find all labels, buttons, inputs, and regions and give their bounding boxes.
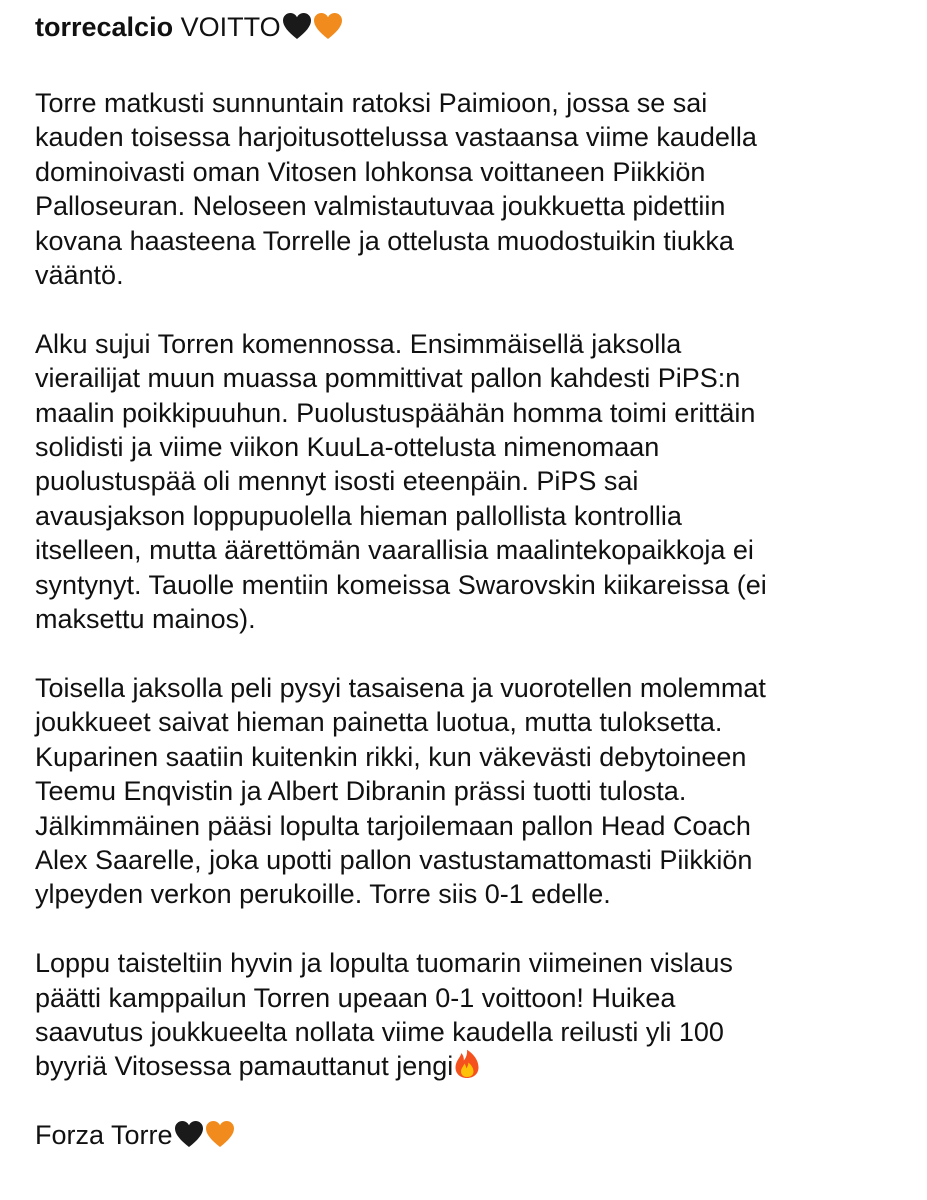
text-line: ylpeyden verkon perukoille. Torre siis 0-1 edelle.	[35, 879, 611, 910]
fire-icon	[454, 1049, 480, 1079]
paragraph-1	[35, 86, 895, 292]
text-line: dominoivasti oman Vitosen lohkonsa voittaneen Piikkiön	[35, 156, 706, 187]
text-line: Teemu Enqvistin ja Albert Dibranin prässi tuotti tulosta.	[35, 776, 687, 807]
text-line: syntynyt. Tauolle mentiin komeissa Swarovskin kiikareissa (ei	[35, 569, 767, 600]
text-line: Kuparinen saatiin kuitenkin rikki, kun väkevästi debytoineen	[35, 741, 747, 772]
text-line: Jälkimmäinen pääsi lopulta tarjoilemaan pallon Head Coach	[35, 810, 751, 841]
signoff-text: Forza Torre	[35, 1120, 173, 1151]
text-line: kovana haasteena Torrelle ja ottelusta muodostuikin tiukka	[35, 225, 734, 256]
text-line: Torre matkusti sunnuntain ratoksi Paimioon, jossa se sai	[35, 88, 708, 118]
paragraph-4	[35, 946, 895, 1084]
text-line: maalin poikkipuuhun. Puolustuspäähän homma toimi erittäin	[35, 397, 756, 428]
text-line: saavutus joukkueelta nollata viime kaudella reilusti yli 100	[35, 1016, 724, 1047]
headline: VOITTO	[180, 12, 281, 42]
text-line: Alex Saarelle, joka upotti pallon vastustamattomasti Piikkiön	[35, 844, 753, 875]
text-line: byyriä Vitosessa pamauttanut jengi	[35, 1051, 454, 1082]
text-line-with-emoji	[35, 1049, 895, 1083]
text-line: joukkueet saivat hieman painetta luotua, mutta tuloksetta.	[35, 707, 723, 738]
text-line: maksettu mainos).	[35, 604, 256, 635]
orange-heart-icon	[313, 12, 343, 40]
username[interactable]: torrecalcio	[35, 12, 174, 42]
text-line: kauden toisessa harjoitusottelussa vastaansa viime kaudella	[35, 122, 757, 153]
paragraph-3	[35, 671, 895, 912]
text-line: vierailijat muun muassa pommittivat pallon kahdesti PiPS:n	[35, 363, 741, 394]
text-line: Loppu taisteltiin hyvin ja lopulta tuomarin viimeinen vislaus	[35, 948, 733, 979]
black-heart-icon	[174, 1120, 204, 1148]
black-heart-icon	[282, 12, 312, 40]
paragraph-2	[35, 327, 895, 637]
text-line: puolustuspää oli mennyt isosti eteenpäin. PiPS sai	[35, 466, 639, 497]
text-line: vääntö.	[35, 260, 124, 291]
signoff	[35, 1118, 915, 1152]
text-line: solidisti ja viime viikon KuuLa-ottelusta nimenomaan	[35, 432, 660, 463]
text-line: Toisella jaksolla peli pysyi tasaisena ja vuorotellen molemmat	[35, 672, 766, 703]
caption-header	[35, 2, 915, 52]
text-line: Palloseuran. Neloseen valmistautuvaa joukkuetta pidettiin	[35, 191, 726, 222]
text-line: Alku sujui Torren komennossa. Ensimmäisellä jaksolla	[35, 328, 682, 359]
orange-heart-icon	[205, 1120, 235, 1148]
text-line: päätti kamppailun Torren upeaan 0-1 voittoon! Huikea	[35, 982, 676, 1013]
text-line: avausjakson loppupuolella hieman pallollista kontrollia	[35, 500, 682, 531]
text-line: itselleen, mutta äärettömän vaarallisia maalintekopaikkoja ei	[35, 535, 754, 566]
